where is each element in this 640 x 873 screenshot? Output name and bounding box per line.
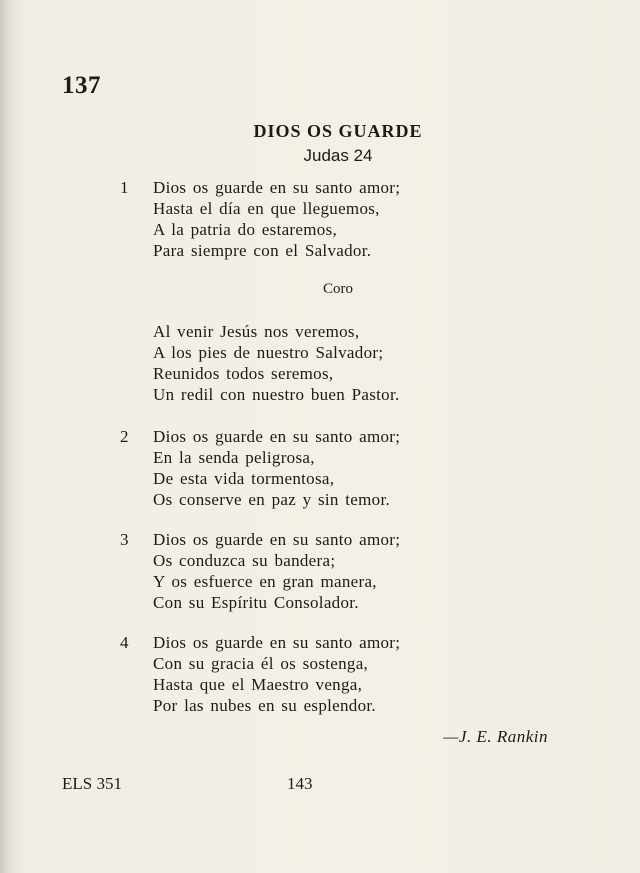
verse-line: Y os esfuerce en gran manera, (153, 572, 377, 591)
verse-line: Dios os guarde en su santo amor; (153, 427, 401, 446)
page-number: 143 (287, 774, 313, 793)
chorus-line: A los pies de nuestro Salvador; (153, 343, 384, 362)
chorus-line: Un redil con nuestro buen Pastor. (153, 385, 400, 404)
verse-line: Dios os guarde en su santo amor; (153, 633, 401, 652)
hymnal-reference: ELS 351 (62, 774, 122, 793)
verse-line: Os conduzca su bandera; (153, 551, 336, 570)
chorus-line: Al venir Jesús nos veremos, (153, 322, 360, 341)
author-attribution: —J. E. Rankin (443, 727, 548, 746)
verse-number: 1 (120, 178, 129, 197)
verse-number: 4 (120, 633, 129, 652)
verse-number: 3 (120, 530, 129, 549)
verse-line: Dios os guarde en su santo amor; (153, 178, 401, 197)
chorus-label: Coro (323, 281, 353, 297)
verse-line: A la patria do estaremos, (153, 220, 338, 239)
verse-line: Hasta que el Maestro venga, (153, 675, 363, 694)
verse-line: En la senda peligrosa, (153, 448, 315, 467)
scripture-reference: Judas 24 (303, 146, 373, 165)
chorus-line: Reunidos todos seremos, (153, 364, 334, 383)
verse-line: Por las nubes en su esplendor. (153, 696, 376, 715)
verse-line: De esta vida tormentosa, (153, 469, 335, 488)
verse-line: Hasta el día en que lleguemos, (153, 199, 380, 218)
verse-line: Con su Espíritu Consolador. (153, 593, 359, 612)
verse-line: Os conserve en paz y sin temor. (153, 490, 391, 509)
hymn-number: 137 (62, 72, 101, 99)
hymn-title: DIOS OS GUARDE (253, 121, 423, 141)
verse-line: Dios os guarde en su santo amor; (153, 530, 401, 549)
verse-number: 2 (120, 427, 129, 446)
verse-line: Para siempre con el Salvador. (153, 241, 372, 260)
verse-line: Con su gracia él os sostenga, (153, 654, 369, 673)
